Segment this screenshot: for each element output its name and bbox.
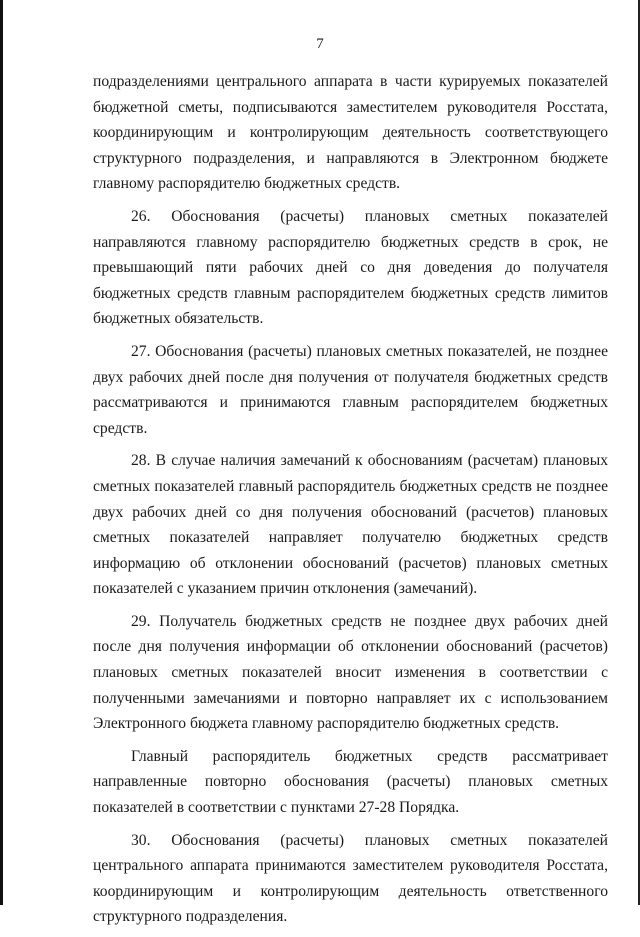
document-body xyxy=(93,69,608,937)
paragraph-30: 30. Обоснования (расчеты) плановых сметных показателей центрального аппарата принимаются заместителем руководителя Росстата, координирующим и контролирующим деятельность ответственного структурного подразделения. xyxy=(93,831,608,926)
page-number: 7 xyxy=(316,36,324,52)
paragraph-28: 28. В случае наличия замечаний к обоснованиям (расчетам) плановых сметных показателей главный распорядитель бюджетных средств не позднее двух рабочих дней со дня получения обоснований (расчетов) плановых сметных показателей направляет получателю бюджетных средств информацию об отклонении обоснований (расчетов) плановых сметных показателей с указанием причин отклонения (замечаний). xyxy=(93,452,608,598)
paragraph-29: 29. Получатель бюджетных средств не позднее двух рабочих дней после дня получения информации об отклонении обоснований (расчетов) плановых сметных показателей вносит изменения в соответствии с полученными замечаниями и повторно направляет их с использованием Электронного бюджета главному распорядителю бюджетных средств. xyxy=(93,612,608,733)
paragraph-27: 27. Обоснования (расчеты) плановых сметных показателей, не позднее двух рабочих дней после дня получения от получателя бюджетных средств рассматриваются и принимаются главным распорядителем бюджетных средств. xyxy=(93,342,608,437)
paragraph-26: 26. Обоснования (расчеты) плановых сметных показателей направляются главному распорядителю бюджетных средств в срок, не превышающий пяти рабочих дней со дня доведения до получателя бюджетных средств главным распорядителем бюджетных средств лимитов бюджетных обязательств. xyxy=(93,207,608,328)
paragraph-continuation: подразделениями центрального аппарата в части курируемых показателей бюджетной сметы, подписываются заместителем руководителя Росстата, координирующим и контролирующим деятельность соответствующего структурного подразделения, и направляются в Электронном бюджете главному распорядителю бюджетных средств. xyxy=(93,73,608,193)
paragraph-29-note: Главный распорядитель бюджетных средств рассматривает направленные повторно обоснования (расчеты) плановых сметных показателей в соответствии с пунктами 27-28 Порядка. xyxy=(93,747,608,817)
scan-border-left xyxy=(0,0,3,905)
